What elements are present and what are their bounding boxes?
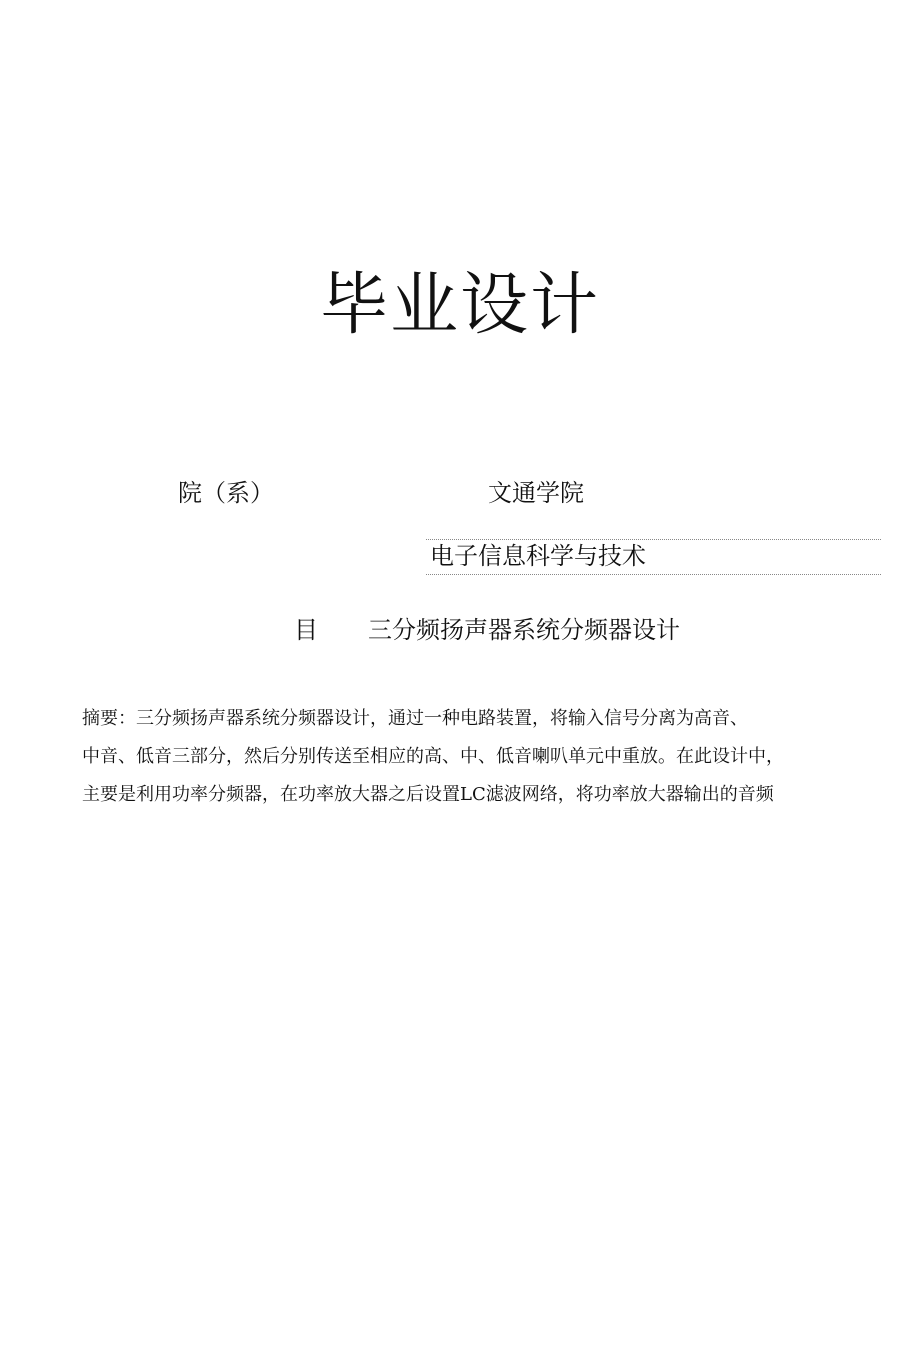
document-title: 毕业设计 xyxy=(319,266,600,345)
abstract-line: 摘要：三分频扬声器系统分频器设计，通过一种电路装置，将输入信号分离为高音、 xyxy=(82,708,748,729)
abstract-line: 主要是利用功率分频器，在功率放大器之后设置LC滤波网络，将功率放大器输出的音频 xyxy=(82,784,774,805)
major-field xyxy=(426,539,881,575)
major-value: 电子信息科学与技术 xyxy=(430,542,646,570)
abstract xyxy=(82,700,852,814)
topic-label: 目 xyxy=(294,616,318,644)
topic-value: 三分频扬声器系统分频器设计 xyxy=(368,616,680,644)
department-label: 院（系） xyxy=(178,479,274,507)
abstract-line: 中音、低音三部分，然后分别传送至相应的高、中、低音喇叭单元中重放。在此设计中， xyxy=(82,746,784,767)
department-value: 文通学院 xyxy=(488,479,584,507)
